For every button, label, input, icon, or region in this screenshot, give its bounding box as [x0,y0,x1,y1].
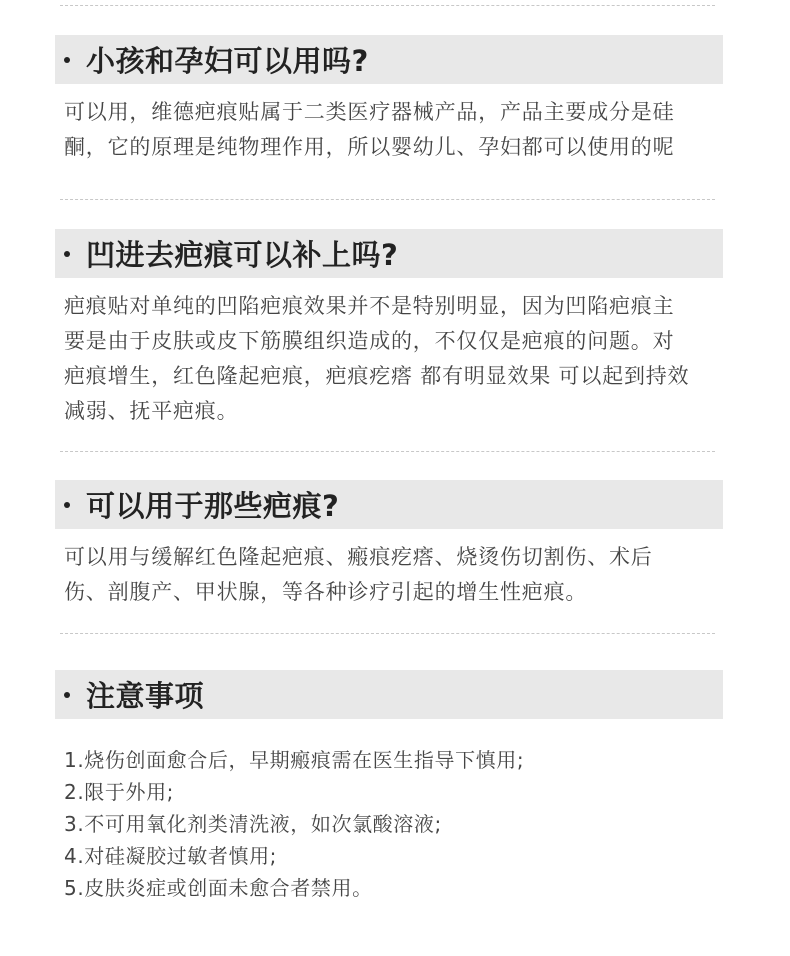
body-line: 减弱、抚平疤痕。 [64,399,239,423]
section-title: 注意事项 [86,679,205,713]
section-title: 凹进去疤痕可以补上吗? [86,238,399,272]
section-body [64,289,732,429]
body-line: 酮，它的原理是纯物理作用，所以婴幼儿、孕妇都可以使用的呢 [64,135,675,159]
body-line: 疤痕增生，红色隆起疤痕，疤痕疙瘩 都有明显效果 可以起到持效 [64,364,690,388]
divider [60,451,715,452]
divider [60,633,715,634]
list-item: 2.限于外用; [64,780,175,804]
list-item: 1.烧伤创面愈合后，早期瘢痕需在医生指导下慎用; [64,748,525,772]
section-heading-depressed-scar [55,229,723,278]
section-heading-children-pregnant [55,35,723,84]
divider [60,199,715,200]
body-line: 可以用，维德疤痕贴属于二类医疗器械产品，产品主要成分是硅 [64,100,675,124]
list-item: 4.对硅凝胶过敏者慎用; [64,844,278,868]
precautions-list [64,744,732,904]
section-heading-scar-types [55,480,723,529]
bullet-icon [64,502,70,508]
list-item: 3.不可用氧化剂类清洗液，如次氯酸溶液; [64,812,442,836]
body-line: 可以用与缓解红色隆起疤痕、瘢痕疙瘩、烧烫伤切割伤、术后 [64,545,653,569]
bullet-icon [64,251,70,257]
body-line: 要是由于皮肤或皮下筋膜组织造成的，不仅仅是疤痕的问题。对 [64,329,675,353]
section-title: 可以用于那些疤痕? [86,489,340,523]
list-item: 5.皮肤炎症或创面未愈合者禁用。 [64,876,373,900]
bullet-icon [64,57,70,63]
body-line: 伤、剖腹产、甲状腺，等各种诊疗引起的增生性疤痕。 [64,580,588,604]
body-line: 疤痕贴对单纯的凹陷疤痕效果并不是特别明显，因为凹陷疤痕主 [64,294,675,318]
section-body [64,95,732,165]
section-title: 小孩和孕妇可以用吗? [86,44,369,78]
divider [60,5,715,6]
section-heading-precautions [55,670,723,719]
bullet-icon [64,692,70,698]
section-body [64,540,732,610]
